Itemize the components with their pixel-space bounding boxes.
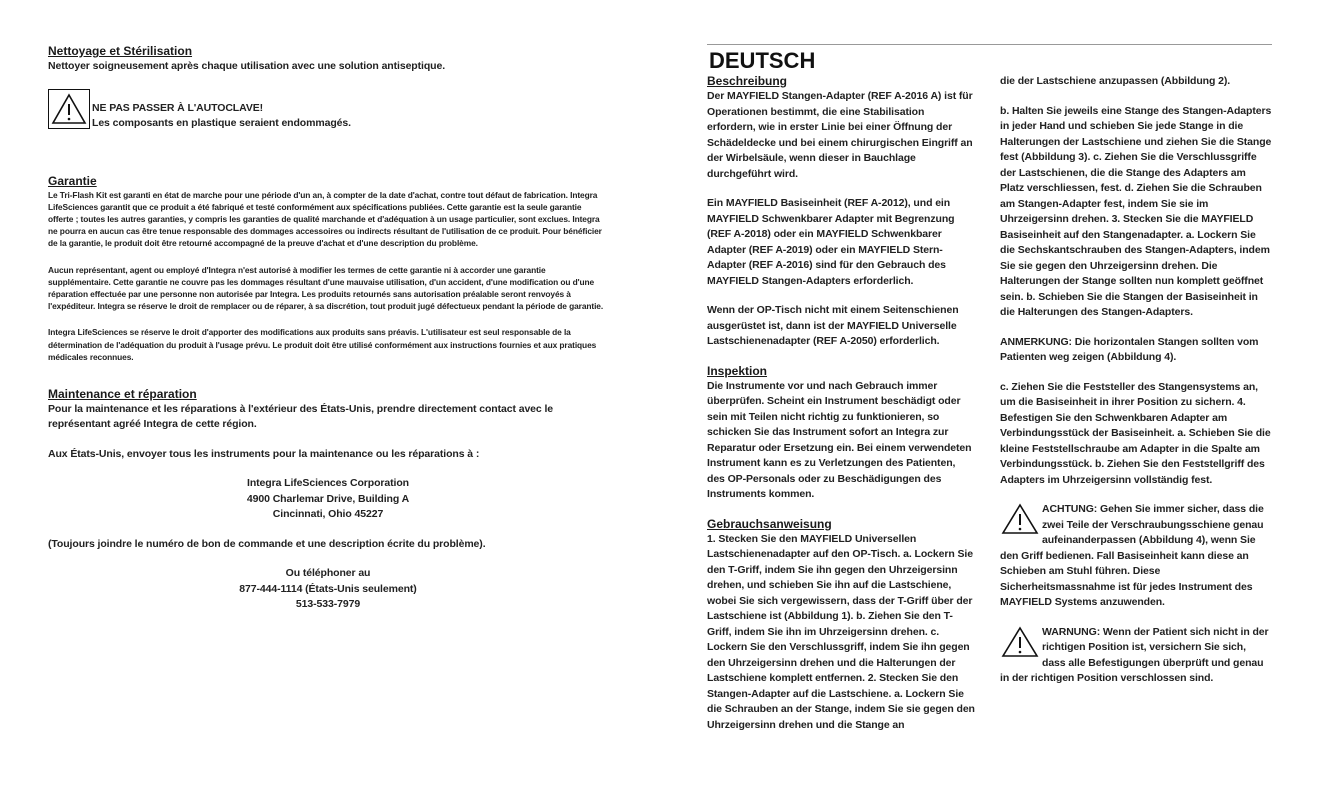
inspection-text: Die Instrumente vor und nach Gebrauch immer überprüfen. Scheint ein Instrument beschädigt oder sein mit Teilen nicht richtig zu funktionieren, so schicken Sie das Instrument sofort an Integra zur Reparatur oder Ersetzung ein. Bei einem verwendeten Instrument kann es zu Verletzungen des Patienten, des OP-Personals oder zu Beschädigungen des Instruments kommen. (707, 379, 972, 500)
caution-block (1000, 502, 1272, 611)
inspection-heading: Inspektion (707, 363, 768, 378)
maintenance-note: (Toujours joindre le numéro de bon de commande et une description écrite du problème). (48, 537, 486, 550)
description-para-3: Wenn der OP-Tisch nicht mit einem Seitenschienen ausgerüstet ist, dann ist der MAYFIELD Universelle Lastschienenadapter (REF A-2050) erforderlich. (707, 304, 959, 347)
caution-text: ACHTUNG: Gehen Sie immer sicher, dass die zwei Teile der Verschraubungsschiene genau aufeinanderpassen (Abbildung 4), wenn Sie den Griff bedienen. Fall Basiseinheit kann diese an Schieben am Stuhl führen. Diese Sicherheitsmassnahme ist für jedes Instrument des MAYFIELD Systems anzuwenden. (1000, 503, 1264, 608)
warranty-heading: Garantie (48, 173, 97, 188)
left-page-column (48, 44, 608, 613)
cleaning-heading: Nettoyage et Stérilisation (48, 44, 193, 58)
usage-text: 1. Stecken Sie den MAYFIELD Universellen Lastschienenadapter auf den OP-Tisch. a. Lockern Sie den T-Griff, indem Sie ihn gegen den Uhrzeigersinn drehen, und schieben Sie ihn auf die Lastschiene, wobei Sie sich vergewissern, dass der T-Griff über der Lastschiene ist (Abbildung 1). b. Ziehen Sie den T-Griff, indem Sie ihn im Uhrzeigersinn drehen. c. Lockern Sie den Verschlussgriff, indem Sie ihn gegen den Uhrzeigersinn drehen und die Halterungen der Lastschiene komplett entfernen. 2. Stecken Sie den Stangen-Adapter auf die Lastschiene. a. Lockern Sie die Schrauben an der Stange, indem Sie sie gegen den Uhrzeigersinn drehen und die Stange an (707, 532, 975, 731)
warning-triangle-icon (1000, 625, 1040, 659)
phone-line: 877-444-1114 (États-Unis seulement) (239, 582, 417, 595)
autoclave-warning (48, 89, 608, 132)
address-line: Cincinnati, Ohio 45227 (272, 508, 384, 521)
phone-line: Ou téléphoner au (285, 567, 371, 580)
right-page-column-2 (1000, 74, 1272, 687)
maintenance-text: Pour la maintenance et les réparations à l'extérieur des États-Unis, prendre directement contact avec le représentant agréé Integra de cette région. (48, 402, 554, 431)
steps-para-2: b. Halten Sie jeweils eine Stange des Stangen-Adapters in jeder Hand und schieben Sie jede Stange in die Halterungen der Lastschiene und ziehen Sie die Stange fest (Abbildung 3). c. Ziehen Sie die Verschlussgriffe der Lastschienen, die die Stange des Adapters am Platz verschliessen, fest. d. Ziehen Sie die Schrauben am Stangen-Adapter fest, indem Sie sie im Uhrzeigersinn drehen. 3. Stecken Sie die MAYFIELD Basiseinheit auf den Stangenadapter. a. Lockern Sie die Sechskantschrauben des Stangen-Adapters, indem Sie sie gegen den Uhrzeigersinn drehen. Die Halterungen der Stange sollten nun komplett geöffnet sein. b. Schieben Sie die Stangen der Basiseinheit in die Halterungen des Stangen-Adapters. (1000, 104, 1272, 318)
description-heading: Beschreibung (707, 74, 788, 88)
maintenance-heading: Maintenance et réparation (48, 386, 197, 401)
usage-heading: Gebrauchsanweisung (707, 516, 832, 531)
description-para-2: Ein MAYFIELD Basiseinheit (REF A-2012), und ein MAYFIELD Schwenkbarer Adapter mit Begrenzung (REF A-2018) oder ein MAYFIELD Schwenkbarer Adapter (REF A-2019) oder ein MAYFIELD Stern-Adapter (REF A-2016) sind für den Gebrauch des MAYFIELD Stangen-Adapters erforderlich. (707, 197, 955, 287)
address-line: 4900 Charlemar Drive, Building A (246, 492, 410, 505)
description-para-1: Der MAYFIELD Stangen-Adapter (REF A-2016 A) ist für Operationen bestimmt, die eine Stabilisation erfordern, wie in erster Linie bei einer Öffnung der Schädeldecke und bei einem chirurgischen Eingriff an der Wirbelsäule, wenn dieser in Bauchlage durchgeführt wird. (707, 90, 973, 180)
maintenance-address (48, 476, 608, 523)
maintenance-phone (48, 566, 608, 613)
right-page-column-1 (707, 74, 975, 733)
maintenance-us-line: Aux États-Unis, envoyer tous les instruments pour la maintenance ou les réparations à : (48, 447, 480, 460)
language-banner (707, 44, 1272, 76)
cleaning-text: Nettoyer soigneusement après chaque utilisation avec une solution antiseptique. (48, 60, 446, 72)
steps-note: ANMERKUNG: Die horizontalen Stangen sollten vom Patienten weg zeigen (Abbildung 4). (1000, 335, 1259, 363)
warning-line-1: NE PAS PASSER À L'AUTOCLAVE! (92, 101, 264, 114)
warranty-para-3: Integra LifeSciences se réserve le droit d'apporter des modifications aux produits sans préavis. L'utilisateur est seul responsable de la détermination de l'adéquation du produit à l'usage prévu. Le produit doit être utilisé conformément aux instructions fournies et aux pratiques médicales reconnues. (48, 327, 597, 362)
steps-para-3: c. Ziehen Sie die Feststeller des Stangensystems an, um die Basiseinheit in ihrer Position zu sichern. 4. Befestigen Sie den Schwenkbaren Adapter am Verbindungsstück der Basiseinheit. a. Schieben Sie die kleine Feststellschraube am Adapter in die Spalte am Verbindungsstück. b. Ziehen Sie den Feststellgriff des Adapters im Uhrzeigersinn vollständig fest. (1000, 380, 1271, 486)
language-title: DEUTSCH (709, 48, 816, 73)
warning-text: WARNUNG: Wenn der Patient sich nicht in der richtigen Position ist, versichern Sie sich, dass alle Befestigungen überprüft und genau in der richtigen Position verschlossen sind. (1000, 625, 1269, 684)
warning-line-2: Les composants en plastique seraient endommagés. (92, 117, 351, 129)
address-line: Integra LifeSciences Corporation (247, 477, 409, 490)
steps-para-1: die der Lastschiene anzupassen (Abbildung 2). (1000, 75, 1231, 87)
warranty-para-1: Le Tri-Flash Kit est garanti en état de marche pour une période d'un an, à compter de la date d'achat, contre tout défaut de fabrication. Integra LifeSciences garantit que ce produit a été fabriqué et testé conformément aux spécifications publiées. Cette garantie est la seule garantie offerte ; toutes les autres garanties, y compris les garanties de qualité marchande et d'adéquation à un usage particulier, sont exclues. Integra ne pourra en aucun cas être tenue responsable des dommages accessoires ou indirects résultant de l'utilisation de ce produit. Pour bénéficier de la garantie, le produit doit être retourné accompagné de la preuve d'achat et d'une description du problème. (48, 189, 602, 249)
caution-triangle-icon (1000, 502, 1040, 536)
phone-line: 513-533-7979 (295, 598, 361, 611)
warning-triangle-icon (48, 89, 90, 129)
warning-block (1000, 625, 1272, 687)
warranty-para-2: Aucun représentant, agent ou employé d'Integra n'est autorisé à modifier les termes de cette garantie ni à accorder une garantie supplémentaire. Cette garantie ne couvre pas les dommages résultant d'une mauvaise utilisation, d'un accident, d'une modification ou d'une réparation effectuée par une personne non autorisée par Integra. Les produits retournés sans autorisation préalable seront renvoyés à l'expéditeur. Integra se réserve le droit de remplacer ou de réparer, à sa discrétion, tout produit jugé défectueux pendant la période de garantie. (48, 264, 604, 312)
